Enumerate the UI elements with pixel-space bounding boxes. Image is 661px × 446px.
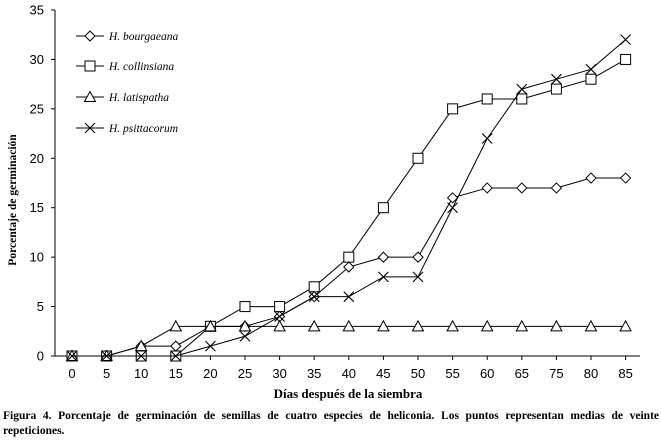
data-point-h-bourgaeana <box>586 173 596 183</box>
x-tick-label: 60 <box>479 366 495 381</box>
legend <box>76 31 178 135</box>
series-h-psittacorum <box>67 35 631 361</box>
legend-label: H. psittacorum <box>109 123 178 135</box>
series-h-bourgaeana <box>67 173 631 361</box>
data-point-h-psittacorum <box>551 74 561 84</box>
data-point-h-collinsiana <box>551 84 561 94</box>
x-tick-label: 20 <box>203 366 218 381</box>
y-tick-label: 10 <box>29 249 44 265</box>
data-point-h-bourgaeana <box>413 252 423 262</box>
data-point-h-collinsiana <box>378 203 388 213</box>
y-axis-title: Porcentaje de germinación <box>7 134 19 266</box>
x-tick-label: 80 <box>583 366 599 381</box>
legend-label: H. bourgaeana <box>109 31 179 43</box>
legend-marker-h-collinsiana <box>85 61 95 71</box>
data-point-h-psittacorum <box>448 203 458 213</box>
y-tick-label: 25 <box>29 101 44 117</box>
legend-marker-h-bourgaeana <box>85 31 95 41</box>
legend-label: H. collinsiana <box>109 61 175 73</box>
data-point-h-psittacorum <box>240 331 250 341</box>
x-tick-label: 25 <box>237 366 253 381</box>
series-line-h-psittacorum <box>72 40 626 356</box>
data-point-h-bourgaeana <box>517 183 527 193</box>
legend-entry-h-bourgaeana <box>76 31 178 43</box>
data-point-h-collinsiana <box>240 302 250 312</box>
data-point-h-collinsiana <box>517 94 527 104</box>
y-axis-ticks <box>30 3 55 364</box>
x-axis-title: Días después de la siembra <box>273 386 423 401</box>
y-tick-label: 20 <box>29 150 44 166</box>
y-tick-label: 15 <box>29 200 44 216</box>
x-tick-label: 0 <box>68 366 76 381</box>
data-point-h-collinsiana <box>309 282 319 292</box>
x-tick-label: 40 <box>341 366 357 381</box>
y-tick-label: 30 <box>29 51 44 67</box>
legend-entry-h-latispatha <box>76 92 169 105</box>
data-point-h-collinsiana <box>275 302 285 312</box>
figure-caption: Figura 4. Porcentaje de germinación de semillas de cuatro especies de heliconia. Los puntos representan medias de veinte repeticiones. <box>3 410 659 437</box>
data-point-h-bourgaeana <box>171 341 181 351</box>
data-point-h-bourgaeana <box>551 183 561 193</box>
x-axis-ticks <box>68 356 632 381</box>
y-tick-label: 5 <box>36 299 44 315</box>
y-tick-label: 0 <box>36 348 44 364</box>
data-point-h-psittacorum <box>205 341 215 351</box>
data-point-h-bourgaeana <box>621 173 631 183</box>
data-point-h-collinsiana <box>621 54 631 64</box>
series-h-latispatha <box>67 321 632 361</box>
data-point-h-psittacorum <box>517 84 527 94</box>
legend-entry-h-collinsiana <box>76 61 174 73</box>
x-tick-label: 35 <box>306 366 322 381</box>
x-tick-label: 30 <box>272 366 287 381</box>
data-point-h-bourgaeana <box>378 252 388 262</box>
x-tick-label: 55 <box>445 366 460 381</box>
x-tick-label: 45 <box>376 366 391 381</box>
data-point-h-collinsiana <box>413 153 423 163</box>
x-tick-label: 10 <box>133 366 149 381</box>
data-point-h-collinsiana <box>482 94 492 104</box>
series-layer <box>67 35 632 361</box>
legend-label: H. latispatha <box>109 92 170 104</box>
x-tick-label: 50 <box>410 366 426 381</box>
data-point-h-bourgaeana <box>482 183 492 193</box>
data-point-h-collinsiana <box>344 252 354 262</box>
x-tick-label: 65 <box>514 366 530 381</box>
x-tick-label: 5 <box>102 366 111 381</box>
data-point-h-psittacorum <box>621 35 631 45</box>
legend-entry-h-psittacorum <box>76 123 178 135</box>
x-tick-label: 85 <box>618 366 633 381</box>
x-tick-label: 15 <box>168 366 184 381</box>
data-point-h-psittacorum <box>586 64 596 74</box>
y-tick-label: 35 <box>29 2 44 18</box>
data-point-h-psittacorum <box>482 134 492 144</box>
x-tick-label: 75 <box>549 366 564 381</box>
data-point-h-collinsiana <box>448 104 458 114</box>
data-point-h-collinsiana <box>586 74 596 84</box>
